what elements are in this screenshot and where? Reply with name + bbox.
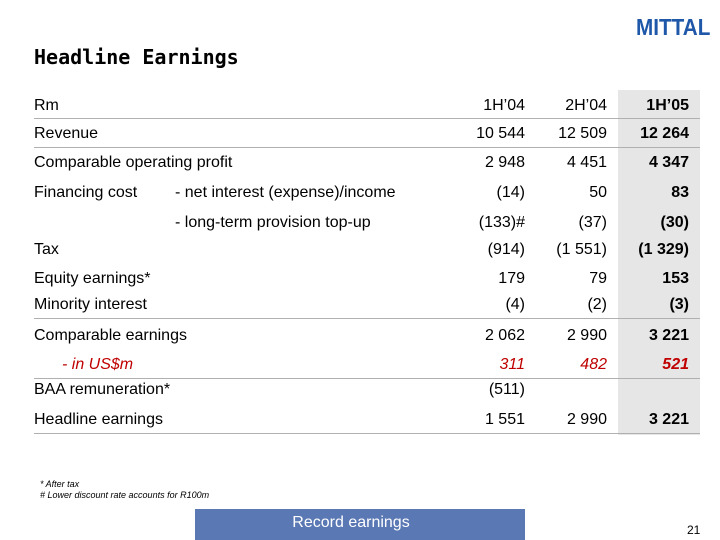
row-headline-earnings-label: Headline earnings	[34, 411, 163, 428]
row-provision-1h04: (133)#	[478, 214, 525, 231]
divider	[34, 318, 700, 319]
row-usd-2h04: 482	[580, 356, 607, 373]
row-minority-interest-2h04: (2)	[587, 296, 607, 313]
row-comparable-earnings-label: Comparable earnings	[34, 327, 187, 344]
row-operating-profit-1h05: 4 347	[648, 154, 689, 171]
row-tax-1h05: (1 329)	[638, 241, 689, 258]
row-revenue-label: Revenue	[34, 125, 99, 142]
footnote-discount-rate: # Lower discount rate accounts for R100m	[40, 490, 210, 500]
row-tax-1h04: (914)	[487, 241, 525, 258]
row-operating-profit-2h04: 4 451	[566, 154, 607, 171]
row-headline-earnings-1h04: 1 551	[484, 411, 525, 428]
row-revenue-1h05: 12 264	[640, 125, 689, 142]
row-net-interest-2h04: 50	[589, 184, 607, 201]
row-equity-earnings-1h05: 153	[662, 270, 689, 287]
row-baa-1h04: (511)	[488, 381, 525, 398]
row-revenue-2h04: 12 509	[558, 125, 607, 142]
row-equity-earnings-2h04: 79	[589, 270, 607, 287]
row-revenue-1h04: 10 544	[476, 125, 525, 142]
row-net-interest-label: - net interest (expense)/income	[175, 184, 396, 201]
divider	[34, 378, 700, 379]
row-provision-2h04: (37)	[578, 214, 607, 231]
row-baa-label: BAA remuneration*	[34, 381, 171, 398]
row-provision-label: - long-term provision top-up	[175, 214, 371, 231]
divider	[34, 147, 700, 148]
footer-banner-text: Record earnings	[292, 514, 410, 531]
row-usd-1h04: 311	[499, 356, 525, 373]
row-comparable-earnings-1h04: 2 062	[484, 327, 525, 344]
header-2h04: 2H’04	[565, 97, 607, 114]
divider	[34, 433, 700, 434]
header-1h05: 1H’05	[646, 97, 689, 114]
row-comparable-earnings-1h05: 3 221	[648, 327, 689, 344]
row-financing-cost-label: Financing cost	[34, 184, 138, 201]
row-minority-interest-1h05: (3)	[669, 296, 689, 313]
row-net-interest-1h04: (14)	[496, 184, 525, 201]
footnote-after-tax: * After tax	[40, 479, 80, 489]
row-operating-profit-1h04: 2 948	[484, 154, 525, 171]
divider	[34, 118, 700, 119]
header-label: Rm	[34, 97, 59, 114]
row-equity-earnings-label: Equity earnings*	[34, 270, 151, 287]
row-net-interest-1h05: 83	[671, 184, 689, 201]
page-title: Headline Earnings	[34, 45, 239, 69]
page-number: 21	[687, 523, 701, 537]
row-operating-profit-label: Comparable operating profit	[34, 154, 233, 171]
row-headline-earnings-2h04: 2 990	[566, 411, 607, 428]
row-comparable-earnings-2h04: 2 990	[566, 327, 607, 344]
row-equity-earnings-1h04: 179	[498, 270, 525, 287]
row-headline-earnings-1h05: 3 221	[648, 411, 689, 428]
mittal-logo: MITTAL	[636, 14, 711, 40]
row-usd-1h05: 521	[662, 356, 689, 373]
row-tax-2h04: (1 551)	[556, 241, 607, 258]
header-1h04: 1H’04	[483, 97, 525, 114]
row-minority-interest-label: Minority interest	[34, 296, 147, 313]
row-usd-label: - in US$m	[62, 356, 134, 373]
row-provision-1h05: (30)	[660, 214, 689, 231]
row-tax-label: Tax	[34, 241, 59, 258]
row-minority-interest-1h04: (4)	[505, 296, 525, 313]
